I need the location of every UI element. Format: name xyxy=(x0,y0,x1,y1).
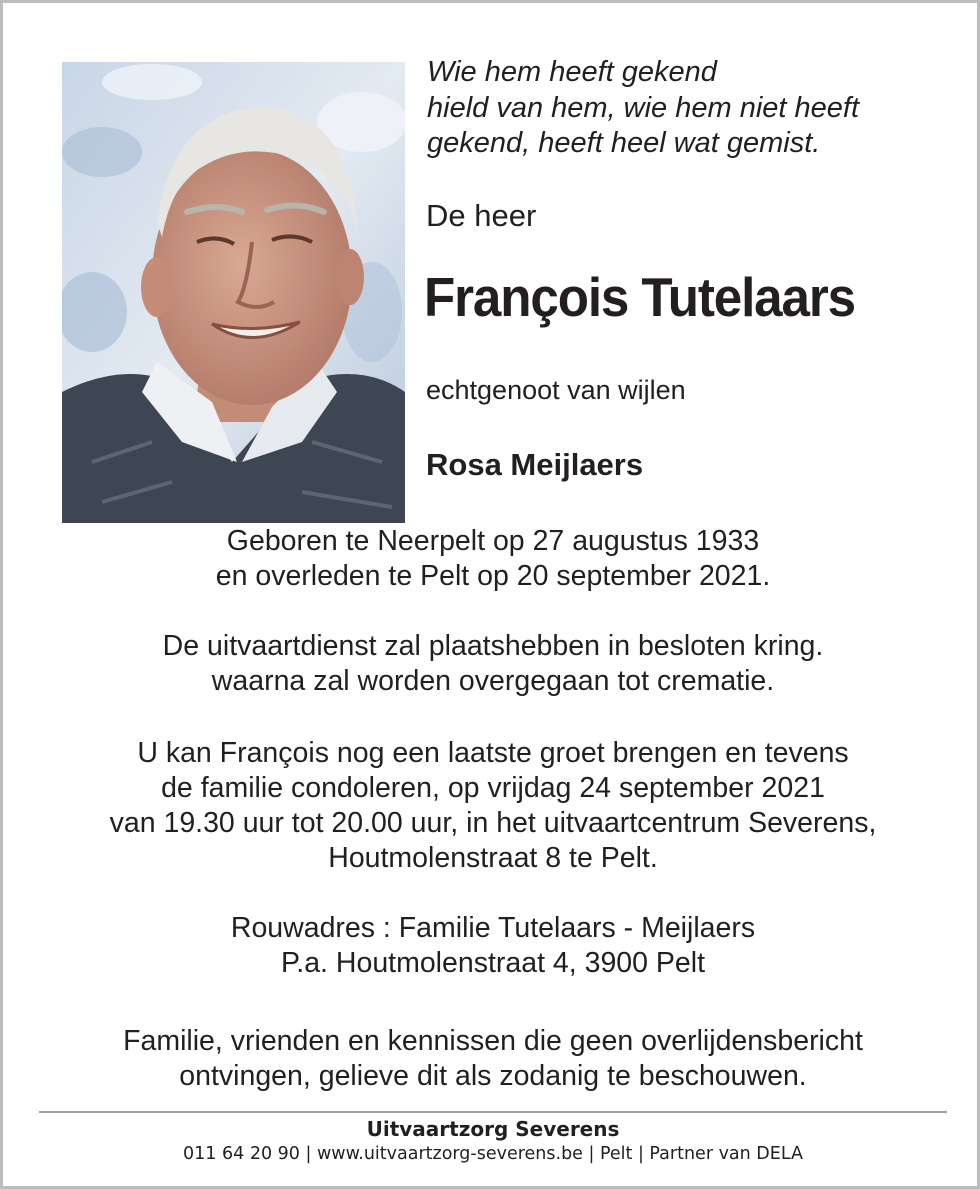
paragraph-line: Geboren te Neerpelt op 27 augustus 1933 xyxy=(226,525,760,557)
quote-line: gekend, heeft heel wat gemist. xyxy=(427,127,821,159)
paragraph-line: Houtmolenstraat 8 te Pelt. xyxy=(328,842,658,874)
spouse-name: Rosa Meijlaers xyxy=(426,447,644,482)
mourning-address-paragraph xyxy=(3,911,980,981)
memorial-quote xyxy=(427,55,947,162)
footer-divider xyxy=(39,1111,947,1113)
funeral-service-paragraph xyxy=(3,629,980,699)
visitation-paragraph xyxy=(3,736,980,876)
quote-line: hield van hem, wie hem niet heeft xyxy=(427,91,860,124)
quote-line: Wie hem heeft gekend xyxy=(427,56,717,88)
paragraph-line: en overleden te Pelt op 20 september 2021. xyxy=(215,560,771,592)
funeral-home-contact: 011 64 20 90 | www.uitvaartzorg-severens.be | Pelt | Partner van DELA xyxy=(183,1144,803,1164)
paragraph-line: de familie condoleren, op vrijdag 24 september 2021 xyxy=(161,772,825,804)
portrait-illustration xyxy=(62,62,405,523)
paragraph-line: De uitvaartdienst zal plaatshebben in besloten kring. xyxy=(162,630,824,662)
paragraph-line: van 19.30 uur tot 20.00 uur, in het uitvaartcentrum Severens, xyxy=(109,807,877,839)
paragraph-line: P.a. Houtmolenstraat 4, 3900 Pelt xyxy=(280,947,706,979)
paragraph-line: ontvingen, gelieve dit als zodanig te beschouwen. xyxy=(179,1060,807,1092)
paragraph-line: waarna zal worden overgegaan tot crematie. xyxy=(211,665,775,697)
funeral-home-name: Uitvaartzorg Severens xyxy=(366,1117,620,1141)
paragraph-line: Familie, vrienden en kennissen die geen overlijdensbericht xyxy=(123,1025,863,1057)
relation-label: echtgenoot van wijlen xyxy=(426,375,686,405)
portrait-photo xyxy=(62,62,405,523)
paragraph-line: U kan François nog een laatste groet brengen en tevens xyxy=(137,737,849,769)
paragraph-line: Rouwadres : Familie Tutelaars - Meijlaers xyxy=(230,912,756,944)
honorific: De heer xyxy=(426,198,537,233)
deceased-name: François Tutelaars xyxy=(424,266,855,328)
notice-paragraph xyxy=(3,1024,980,1094)
birth-death-paragraph xyxy=(3,524,980,594)
